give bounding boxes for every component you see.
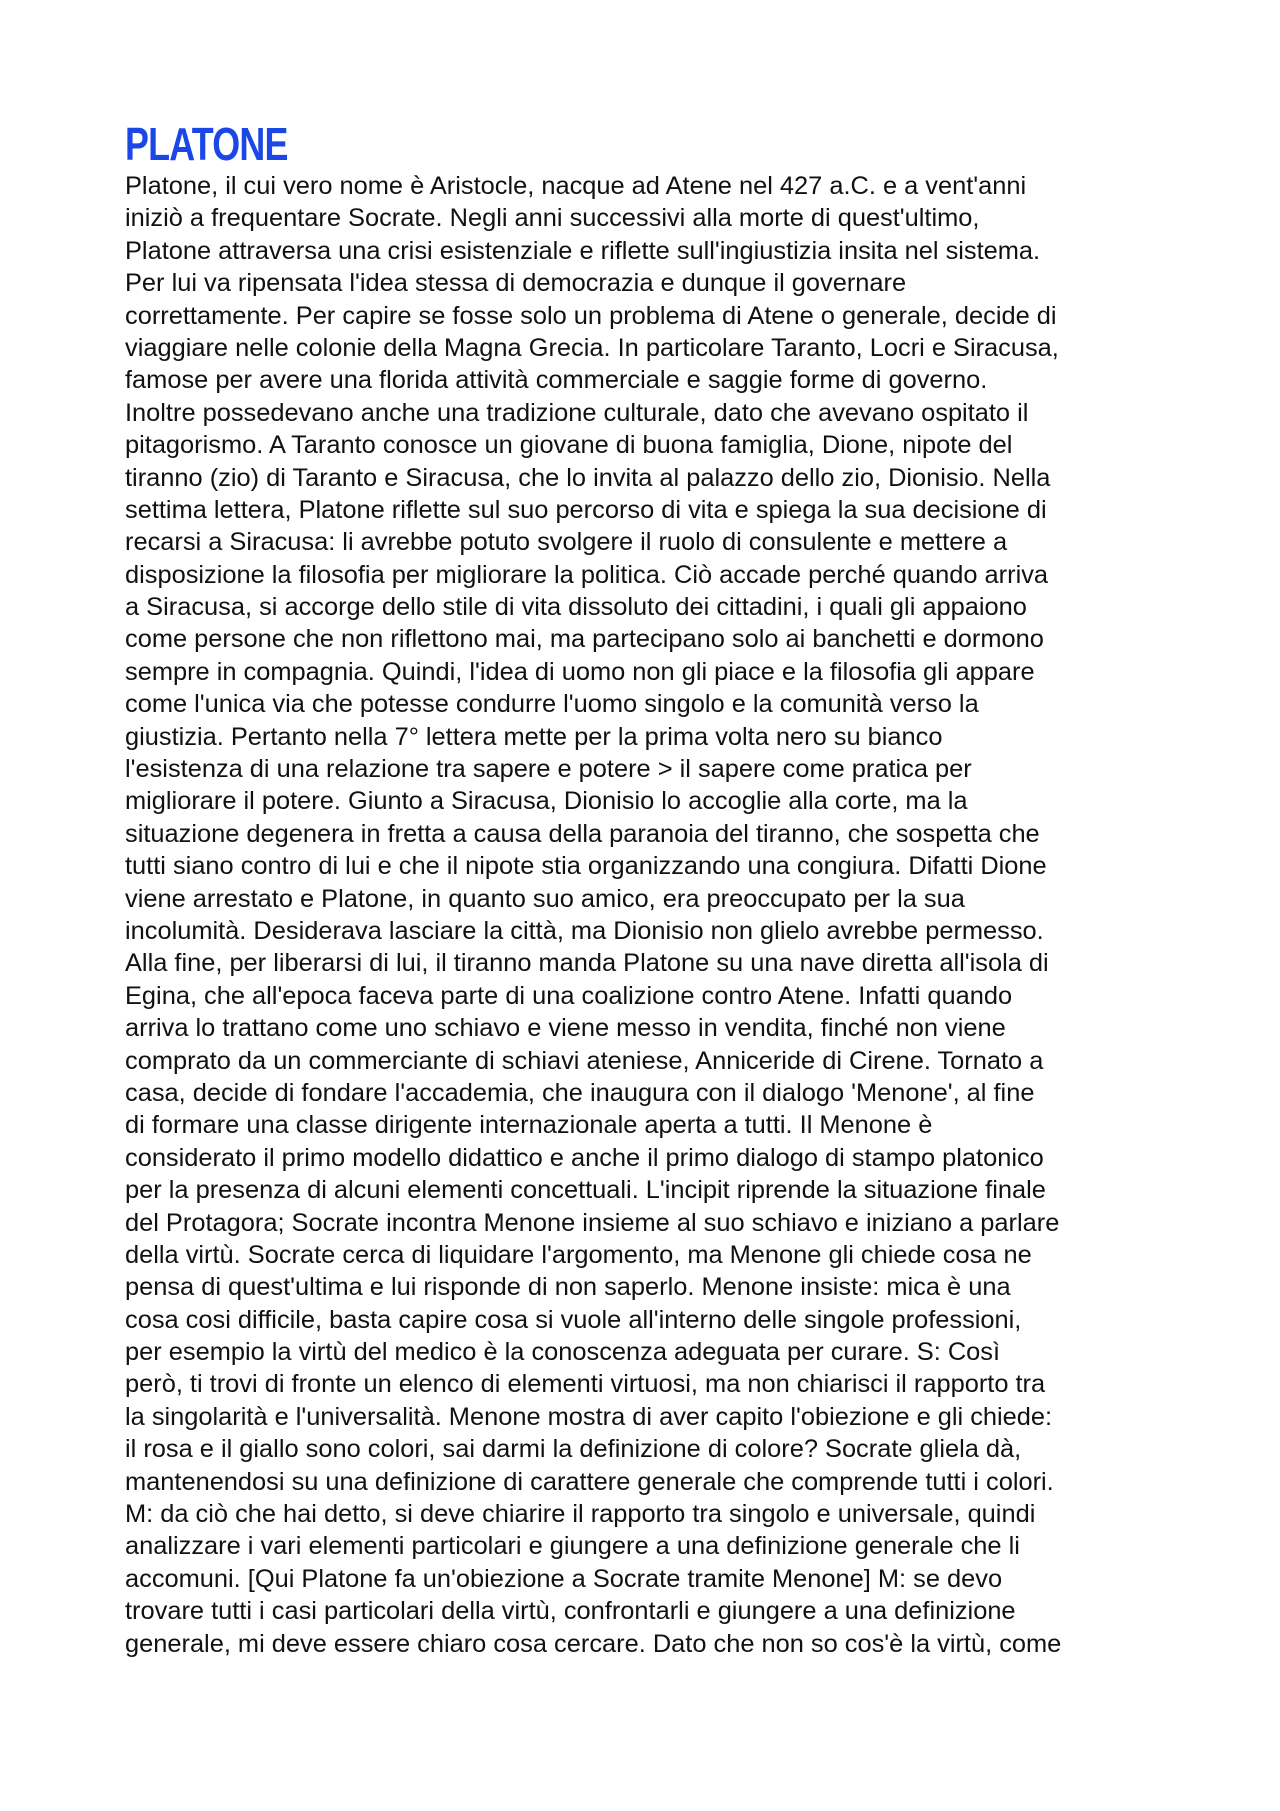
text-line: di formare una classe dirigente internazionale aperta a tutti. Il Menone è — [125, 1111, 933, 1140]
body-paragraph — [125, 170, 1185, 1660]
text-line: situazione degenera in fretta a causa della paranoia del tiranno, che sospetta che — [125, 819, 1040, 848]
text-line: sempre in compagnia. Quindi, l'idea di uomo non gli piace e la filosofia gli appare — [125, 657, 1035, 686]
text-line: Platone attraversa una crisi esistenziale e riflette sull'ingiustizia insita nel sistema. — [125, 236, 1041, 265]
text-line: Per lui va ripensata l'idea stessa di democrazia e dunque il governare — [125, 269, 907, 298]
text-line: migliorare il potere. Giunto a Siracusa, Dionisio lo accoglie alla corte, ma la — [125, 787, 968, 816]
text-line: come persone che non riflettono mai, ma partecipano solo ai banchetti e dormono — [125, 625, 1044, 654]
text-line: per esempio la virtù del medico è la conoscenza adeguata per curare. S: Così — [125, 1338, 1001, 1367]
text-line: la singolarità e l'universalità. Menone mostra di aver capito l'obiezione e gli chiede: — [125, 1402, 1053, 1431]
text-line: però, ti trovi di fronte un elenco di elementi virtuosi, ma non chiarisci il rapporto tra — [125, 1370, 1046, 1399]
text-line: famose per avere una florida attività commerciale e saggie forme di governo. — [125, 366, 988, 395]
text-line: analizzare i vari elementi particolari e giungere a una definizione generale che li — [125, 1532, 1020, 1561]
text-line: iniziò a frequentare Socrate. Negli anni successivi alla morte di quest'ultimo, — [125, 204, 980, 233]
text-line: Inoltre possedevano anche una tradizione culturale, dato che avevano ospitato il — [125, 398, 1029, 427]
text-line: come l'unica via che potesse condurre l'uomo singolo e la comunità verso la — [125, 690, 979, 719]
text-line: viaggiare nelle colonie della Magna Grecia. In particolare Taranto, Locri e Siracusa, — [125, 333, 1059, 362]
text-line: Egina, che all'epoca faceva parte di una coalizione contro Atene. Infatti quando — [125, 981, 1013, 1010]
text-line: M: da ciò che hai detto, si deve chiarire il rapporto tra singolo e universale, quindi — [125, 1500, 1036, 1529]
text-line: generale, mi deve essere chiaro cosa cercare. Dato che non so cos'è la virtù, come — [125, 1629, 1062, 1658]
text-line: accomuni. [Qui Platone fa un'obiezione a Socrate tramite Menone] M: se devo — [125, 1564, 1003, 1593]
text-line: settima lettera, Platone riflette sul suo percorso di vita e spiega la sua decisione di — [125, 495, 1047, 524]
text-line: arriva lo trattano come uno schiavo e viene messo in vendita, finché non viene — [125, 1014, 1006, 1043]
text-line: tiranno (zio) di Taranto e Siracusa, che lo invita al palazzo dello zio, Dionisio. Nella — [125, 463, 1051, 492]
text-line: giustizia. Pertanto nella 7° lettera mette per la prima volta nero su bianco — [125, 722, 943, 751]
text-line: della virtù. Socrate cerca di liquidare l'argomento, ma Menone gli chiede cosa ne — [125, 1240, 1032, 1269]
page-title: PLATONE — [125, 118, 288, 170]
text-line: disposizione la filosofia per migliorare la politica. Ciò accade perché quando arriva — [125, 560, 1049, 589]
text-line: incolumità. Desiderava lasciare la città, ma Dionisio non glielo avrebbe permesso. — [125, 916, 1044, 945]
text-line: il rosa e il giallo sono colori, sai darmi la definizione di colore? Socrate gliela dà, — [125, 1435, 1022, 1464]
text-line: a Siracusa, si accorge dello stile di vita dissoluto dei cittadini, i quali gli appaiono — [125, 593, 1027, 622]
text-line: Platone, il cui vero nome è Aristocle, nacque ad Atene nel 427 a.C. e a vent'anni — [125, 172, 1027, 200]
text-line: casa, decide di fondare l'accademia, che inaugura con il dialogo 'Menone', al fine — [125, 1078, 1035, 1107]
text-line: recarsi a Siracusa: li avrebbe potuto svolgere il ruolo di consulente e mettere a — [125, 528, 1008, 557]
text-line: tutti siano contro di lui e che il nipote stia organizzando una congiura. Difatti Dione — [125, 852, 1047, 881]
text-line: per la presenza di alcuni elementi concettuali. L'incipit riprende la situazione finale — [125, 1176, 1046, 1205]
text-line: cosa cosi difficile, basta capire cosa si vuole all'interno delle singole professioni, — [125, 1305, 1022, 1334]
text-line: l'esistenza di una relazione tra sapere e potere > il sapere come pratica per — [125, 755, 972, 784]
text-line: viene arrestato e Platone, in quanto suo amico, era preoccupato per la sua — [125, 884, 965, 913]
text-line: correttamente. Per capire se fosse solo un problema di Atene o generale, decide di — [125, 301, 1057, 330]
text-line: Alla fine, per liberarsi di lui, il tiranno manda Platone su una nave diretta all'isola di — [125, 949, 1049, 978]
text-line: del Protagora; Socrate incontra Menone insieme al suo schiavo e iniziano a parlare — [125, 1208, 1060, 1237]
text-line: considerato il primo modello didattico e anche il primo dialogo di stampo platonico — [125, 1143, 1044, 1172]
text-line: trovare tutti i casi particolari della virtù, confrontarli e giungere a una definizione — [125, 1597, 1016, 1626]
text-line: comprato da un commerciante di schiavi ateniese, Anniceride di Cirene. Tornato a — [125, 1046, 1044, 1075]
text-line: mantenendosi su una definizione di carattere generale che comprende tutti i colori. — [125, 1467, 1054, 1496]
text-line: pensa di quest'ultima e lui risponde di non saperlo. Menone insiste: mica è una — [125, 1273, 1011, 1302]
document-page — [125, 118, 1185, 1660]
text-line: pitagorismo. A Taranto conosce un giovane di buona famiglia, Dione, nipote del — [125, 431, 1013, 460]
